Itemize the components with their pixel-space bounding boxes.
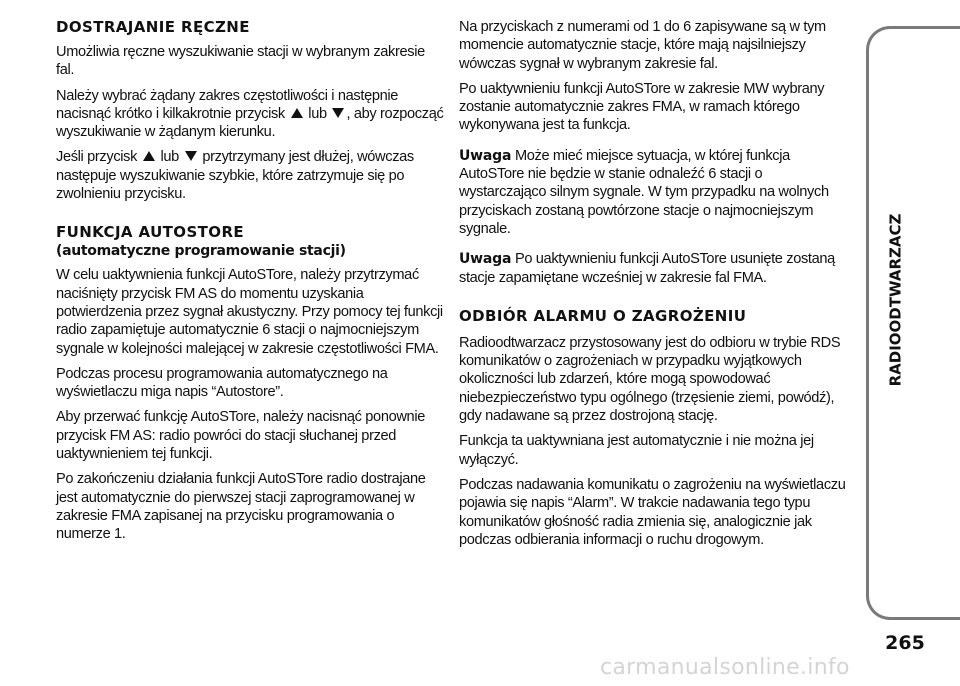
manual-tuning-p3-mid: lub [160,149,179,166]
section-title-manual-tuning: DOSTRAJANIE RĘCZNE [56,18,250,36]
section-title-autostore: FUNKCJA AUTOSTORE [56,223,245,242]
right-column [459,18,851,556]
manual-tuning-p2-before: Należy wybrać żądany zakres częstotliwości i następnie nacisnąć krótko i kilkakrotnie przycisk [56,87,399,122]
note-2-label: Uwaga [459,251,512,268]
note-2-text: Po uaktywnieniu funkcji AutoSTore usunięte zostaną stacje zapamiętane wcześniej w zakresie fal FMA. [459,251,835,286]
left-column [56,18,446,551]
autostore-continued-paragraph-1: Na przyciskach z numerami od 1 do 6 zapisywane są w tym momencie automatycznie stacje, które mają najsilniejszy wówczas sygnał w wybranym zakresie fal. [459,19,826,72]
alarm-paragraph-3: Podczas nadawania komunikatu o zagrożeniu na wyświetlaczu pojawia się napis “Alarm”. W trakcie nadawania tego typu komunikatów głośność radia zmienia się, analogicznie jak podczas odbierania informacji o ruchu drogowym. [459,476,846,548]
autostore-paragraph-2: Podczas procesu programowania automatycznego na wyświetlaczu miga napis “Autostore”. [56,365,388,401]
autostore-continued-paragraph-2: Po uaktywnieniu funkcji AutoSTore w zakresie MW wybrany zostanie automatycznie zakres FMA, w ramach którego wykonywana jest ta funkcja. [459,80,825,134]
manual-tuning-p3-before: Jeśli przycisk [56,149,138,166]
section-side-label-text: RADIOODTWARZACZ [886,213,904,387]
note-1 [459,147,851,238]
section-subtitle-autostore: (automatyczne programowanie stacji) [56,243,346,260]
triangle-up-icon [291,108,303,118]
section-title-alarm: ODBIÓR ALARMU O ZAGROŻENIU [459,306,747,325]
manual-tuning-p2-after: , aby rozpocząć wyszukiwanie w żądanym kierunku. [56,105,444,141]
autostore-paragraph-1: W celu uaktywnienia funkcji AutoSTore, należy przytrzymać naciśnięty przycisk FM AS do momentu uzyskania potwierdzenia przez sygnał akustyczny. Przy pomocy tej funkcji radio zapamiętuje automatycznie 6 stacji o najmocniejszym sygnale w kolejności malejącej w zakresie częstotliwości FMA. [56,267,443,357]
autostore-paragraph-4: Po zakończeniu działania funkcji AutoSTore radio dostrajane jest automatycznie do pierwszej stacji zaprogramowanej w zakresie FMA zapisanej na przycisku programowania o numerze 1. [56,471,426,543]
watermark: carmanualsonline.info [600,655,850,680]
note-1-text: Może mieć miejsce sytuacja, w której funkcja AutoSTore nie będzie w stanie odnaleźć 6 stacji o wystarczająco silnym sygnale. W tym przypadku na wolnych przyciskach zostaną powtórzone stacje o najmocniejszym sygnale. [459,147,829,237]
triangle-up-icon [143,151,155,161]
section-side-label [875,213,915,387]
manual-tuning-paragraph-1: Umożliwia ręczne wyszukiwanie stacji w wybranym zakresie fal. [56,44,425,79]
alarm-paragraph-1: Radioodtwarzacz przystosowany jest do odbioru w trybie RDS komunikatów o zagrożeniach w przypadku wyjątkowych okoliczności lub zdarzeń, które mogą spowodować niebezpieczeństwo typu ogólnego (trzęsienie ziemi, powódź), gdy nadawane są przez dostrojoną stację. [459,334,841,425]
triangle-down-icon [185,151,197,161]
manual-tuning-paragraph-2 [56,87,446,142]
page-number: 265 [885,632,925,654]
note-1-label: Uwaga [459,147,512,164]
alarm-paragraph-2: Funkcja ta uaktywniana jest automatycznie i nie można jej wyłączyć. [459,433,814,468]
note-2 [459,250,851,287]
manual-tuning-p3-after: przytrzymany jest dłużej, wówczas następuje wyszukiwanie szybkie, które zatrzymuje się po zwolnieniu przycisku. [56,149,414,203]
triangle-down-icon [332,108,344,118]
manual-tuning-paragraph-3 [56,148,446,203]
autostore-paragraph-3: Aby przerwać funkcję AutoSTore, należy nacisnąć ponownie przycisk FM AS: radio powróci do stacji słuchanej przed uaktywnieniem tej funkcji. [56,409,425,463]
manual-tuning-p2-mid: lub [308,105,327,122]
